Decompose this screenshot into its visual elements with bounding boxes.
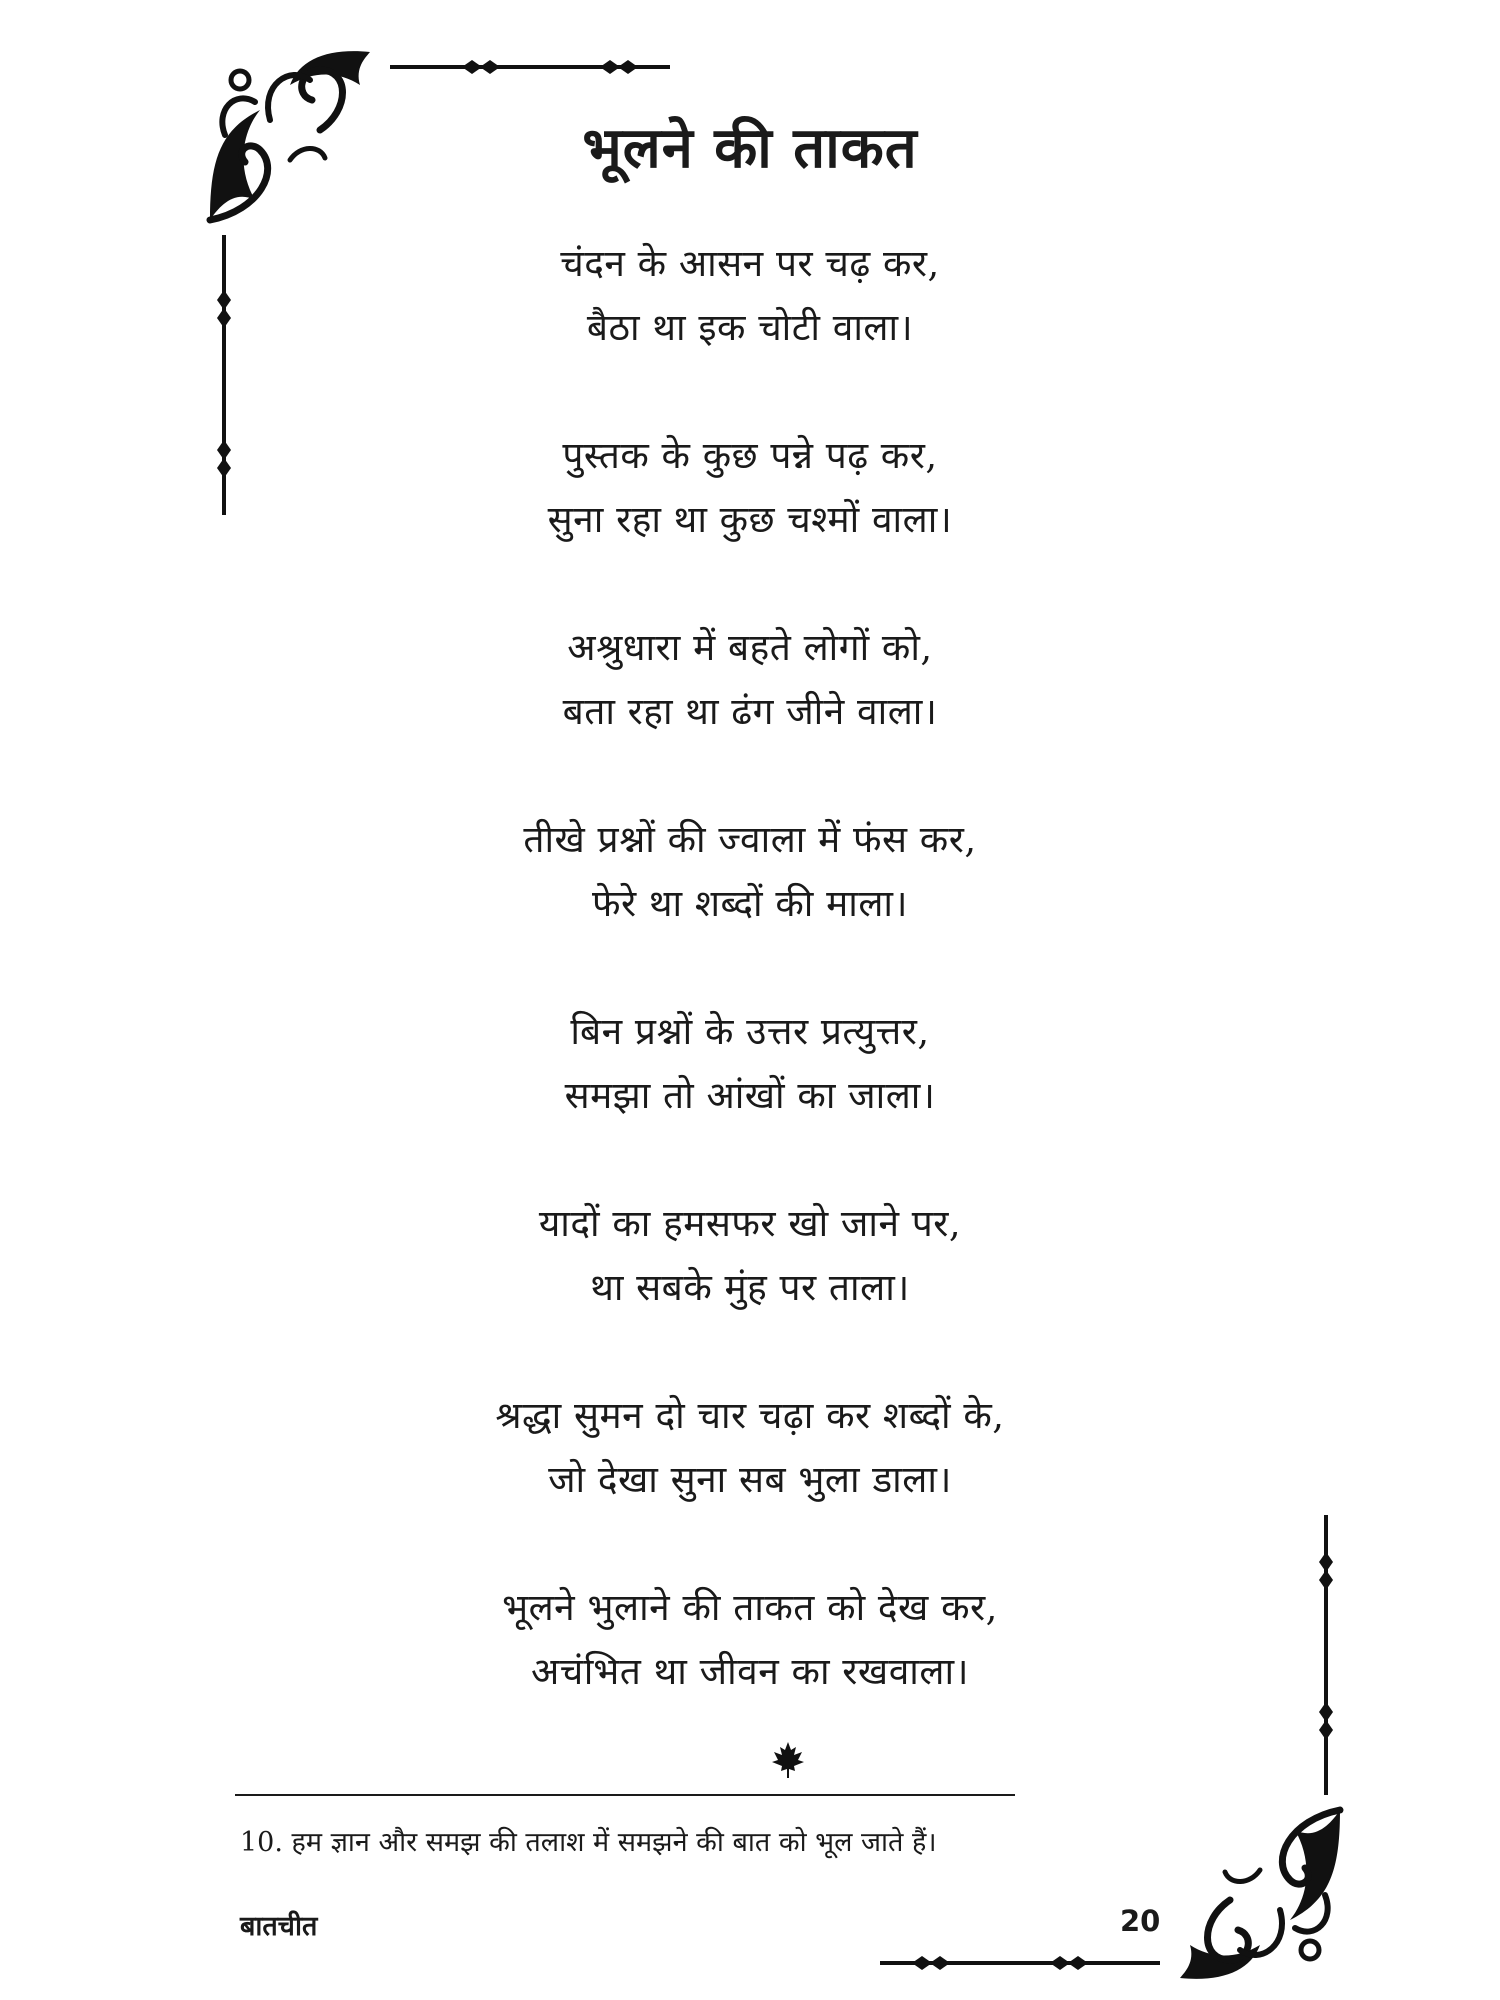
stanza — [0, 1000, 1500, 1128]
poem-line: बैठा था इक चोटी वाला। — [586, 306, 914, 349]
poem-line: यादों का हमसफर खो जाने पर, — [538, 1202, 962, 1245]
poem-line: फेरे था शब्दों की माला। — [591, 882, 909, 925]
poem-line: चंदन के आसन पर चढ़ कर, — [560, 242, 940, 285]
stanza — [0, 424, 1500, 552]
poem-line: जो देखा सुना सब भुला डाला। — [548, 1458, 952, 1501]
poem-line: अचंभित था जीवन का रखवाला। — [530, 1650, 970, 1693]
stanza — [0, 232, 1500, 360]
stanza — [0, 616, 1500, 744]
poem-line: श्रद्धा सुमन दो चार चढ़ा कर शब्दों के, — [495, 1394, 1005, 1437]
poem-title: भूलने की ताकत — [582, 116, 918, 181]
poem-body — [0, 232, 1500, 1768]
book-title: बातचीत — [240, 1911, 318, 1942]
stanza — [0, 1192, 1500, 1320]
poem-line: सुना रहा था कुछ चश्मों वाला। — [547, 498, 953, 541]
footnote: 10. हम ज्ञान और समझ की तलाश में समझने की बात को भूल जाते हैं। — [240, 1827, 937, 1858]
poem-line: भूलने भुलाने की ताकत को देख कर, — [502, 1586, 998, 1629]
poem-line: तीखे प्रश्नों की ज्वाला में फंस कर, — [523, 818, 977, 861]
footnote-divider — [235, 1794, 1015, 1796]
poem-line: अश्रुधारा में बहते लोगों को, — [567, 626, 933, 669]
stanza — [0, 1576, 1500, 1704]
stanza — [0, 1384, 1500, 1512]
poem-line: बिन प्रश्नों के उत्तर प्रत्युत्तर, — [570, 1010, 930, 1053]
poem-line: समझा तो आंखों का जाला। — [564, 1074, 936, 1117]
leaf-icon — [768, 1740, 808, 1780]
page-number: 20 — [1120, 1904, 1161, 1938]
stanza — [0, 808, 1500, 936]
poem-line: पुस्तक के कुछ पन्ने पढ़ कर, — [562, 434, 938, 477]
poem-line: बता रहा था ढंग जीने वाला। — [562, 690, 938, 733]
poem-line: था सबके मुंह पर ताला। — [590, 1266, 910, 1309]
